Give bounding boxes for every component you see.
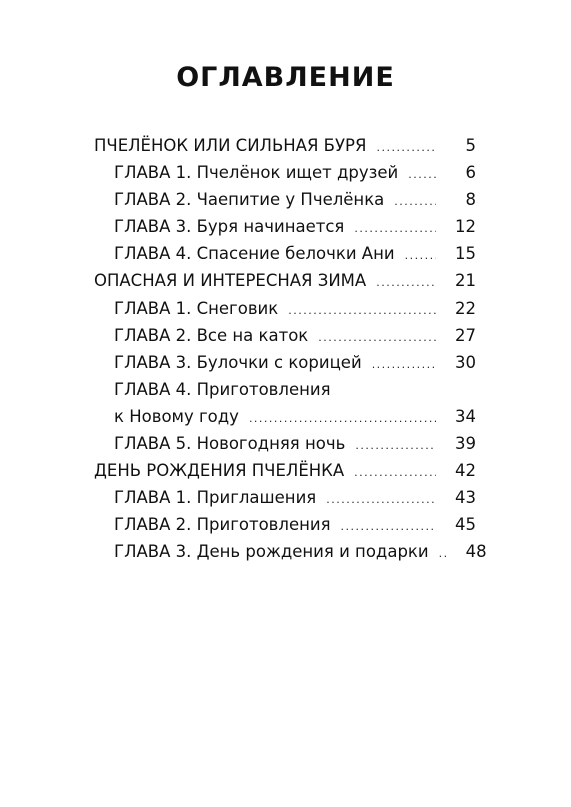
toc-chapter-row xyxy=(94,295,476,322)
toc-page-number: 43 xyxy=(455,488,476,508)
toc-part-row xyxy=(94,457,476,484)
toc-chapter-row xyxy=(94,403,476,430)
toc-chapter-row xyxy=(94,484,476,511)
toc-page-number: 8 xyxy=(465,190,476,210)
dot-leader xyxy=(326,486,436,513)
dot-leader xyxy=(376,269,436,296)
toc-page-number: 45 xyxy=(455,515,476,535)
dot-leader xyxy=(288,297,436,324)
toc-page-number: 6 xyxy=(465,163,476,183)
toc-entry-title: ГЛАВА 2. Приготовления xyxy=(114,515,331,535)
toc-page-number: 30 xyxy=(455,352,476,372)
toc-entry-title: ПЧЕЛЁНОК ИЛИ СИЛЬНАЯ БУРЯ xyxy=(94,136,367,155)
dot-leader xyxy=(376,134,436,161)
toc-entry-title: ГЛАВА 5. Новогодняя ночь xyxy=(114,434,346,454)
toc-entry-title: ГЛАВА 3. Булочки с корицей xyxy=(114,352,362,372)
toc-entry-title: ГЛАВА 2. Чаепитие у Пчелёнка xyxy=(114,190,385,210)
toc-page-number: 39 xyxy=(455,434,476,454)
toc-page-number: 34 xyxy=(455,406,476,426)
dot-leader xyxy=(354,459,436,486)
toc-entry-title: ГЛАВА 4. Приготовления xyxy=(114,379,331,399)
toc-entry-title: ОПАСНАЯ И ИНТЕРЕСНАЯ ЗИМА xyxy=(94,271,367,291)
toc-page-number: 27 xyxy=(455,325,476,345)
toc-entry-title: ГЛАВА 1. Приглашения xyxy=(114,488,317,508)
toc-chapter-row xyxy=(94,430,476,457)
toc-chapter-row xyxy=(94,376,476,403)
toc-chapter-row xyxy=(94,349,476,376)
toc-chapter-row xyxy=(94,213,476,240)
toc-chapter-row xyxy=(94,186,476,213)
dot-leader xyxy=(372,351,436,378)
toc-chapter-row xyxy=(94,159,476,186)
dot-leader xyxy=(405,242,436,269)
dot-leader xyxy=(341,513,436,540)
toc-entry-title: ГЛАВА 2. Все на каток xyxy=(114,325,309,345)
toc-page-number: 12 xyxy=(455,217,476,237)
toc-page-number: 21 xyxy=(455,271,476,291)
toc-page-number: 48 xyxy=(465,542,487,562)
toc-entry-title: ГЛАВА 3. День рождения и подарки xyxy=(114,542,429,562)
dot-leader xyxy=(355,432,436,459)
dot-leader xyxy=(354,215,436,242)
toc-page-number: 15 xyxy=(455,244,476,264)
toc-page-number: 22 xyxy=(455,298,476,318)
toc-entry-title: ГЛАВА 1. Пчелёнок ищет друзей xyxy=(114,163,399,183)
toc-page-number: 5 xyxy=(465,136,476,155)
toc-entry-title: ГЛАВА 3. Буря начинается xyxy=(114,217,345,237)
toc-part-row xyxy=(94,267,476,294)
toc-page-number: 42 xyxy=(455,461,476,481)
toc-part-row xyxy=(94,132,476,159)
dot-leader xyxy=(394,188,436,215)
dot-leader xyxy=(408,161,436,188)
toc-entry-title: ГЛАВА 1. Снеговик xyxy=(114,298,279,318)
toc-chapter-row xyxy=(94,511,476,538)
toc-chapter-row xyxy=(94,322,476,349)
dot-leader xyxy=(249,405,436,432)
toc-chapter-row xyxy=(94,538,487,565)
table-of-contents xyxy=(94,132,487,566)
toc-entry-title: ГЛАВА 4. Спасение белочки Ани xyxy=(114,244,395,264)
toc-entry-title: ДЕНЬ РОЖДЕНИЯ ПЧЕЛЁНКА xyxy=(94,461,345,481)
dot-leader xyxy=(318,324,436,351)
page-title: ОГЛАВЛЕНИЕ xyxy=(176,62,395,93)
toc-entry-title: к Новому году xyxy=(114,406,239,426)
toc-chapter-row xyxy=(94,240,476,267)
dot-leader xyxy=(439,540,447,567)
